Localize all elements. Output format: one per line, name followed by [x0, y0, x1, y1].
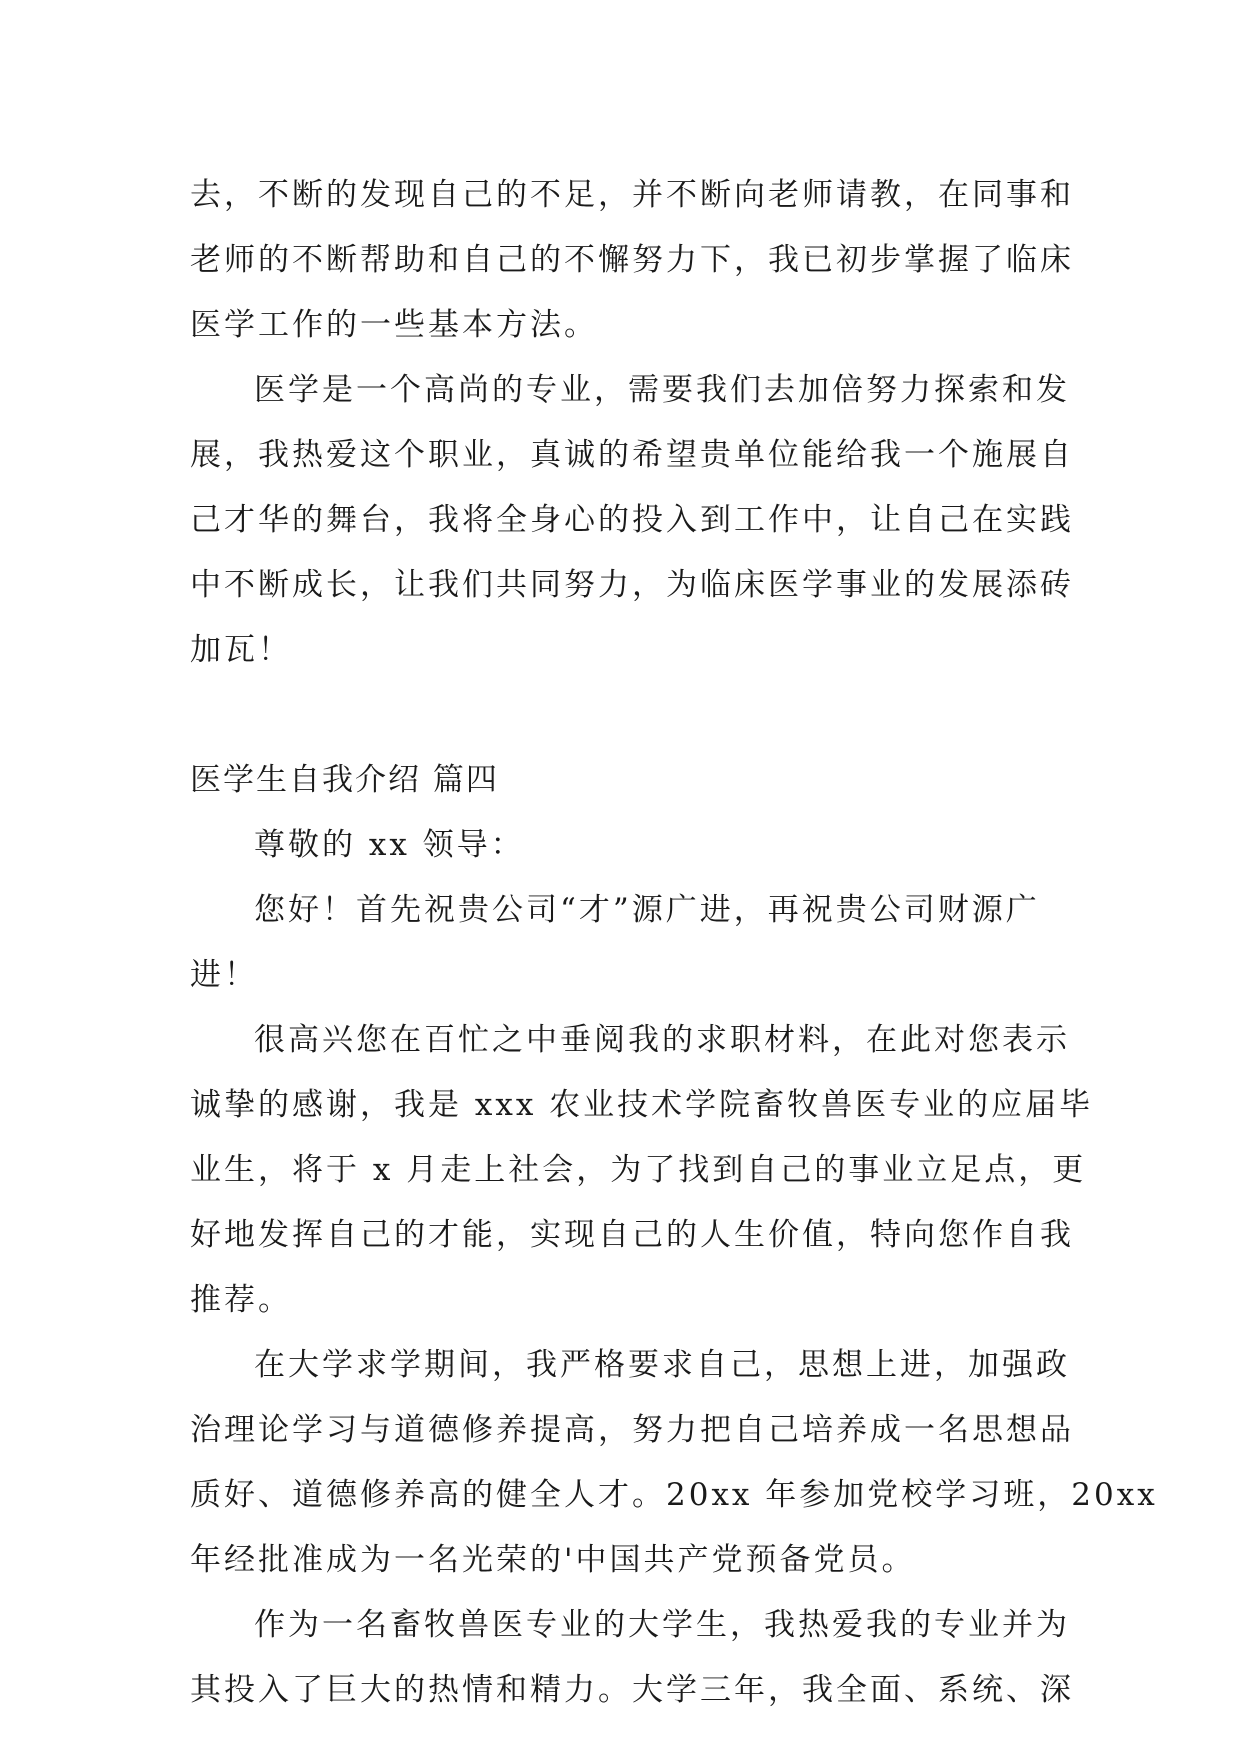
text-line: 老师的不断帮助和自己的不懈努力下，我已初步掌握了临床 [190, 242, 1074, 278]
text-line: 推荐。 [190, 1282, 292, 1318]
text-line: 中不断成长，让我们共同努力，为临床医学事业的发展添砖 [190, 567, 1074, 603]
text-line: 其投入了巨大的热情和精力。大学三年，我全面、系统、深 [190, 1672, 1074, 1708]
text-line: 您好！首先祝贵公司“才”源广进，再祝贵公司财源广 [254, 892, 1040, 928]
text-line: 医学是一个高尚的专业，需要我们去加倍努力探索和发 [254, 372, 1070, 408]
text-line: 好地发挥自己的才能，实现自己的人生价值，特向您作自我 [190, 1217, 1074, 1253]
blank-line [190, 683, 1052, 748]
text-line: 治理论学习与道德修养提高，努力把自己培养成一名思想品 [190, 1412, 1074, 1448]
text-line: 很高兴您在百忙之中垂阅我的求职材料，在此对您表示 [254, 1022, 1070, 1058]
text-line: 医学工作的一些基本方法。 [190, 307, 598, 343]
document-body [190, 163, 1158, 1723]
paragraph-dedication [190, 358, 1074, 683]
text-line: 己才华的舞台，我将全身心的投入到工作中，让自己在实践 [190, 502, 1074, 538]
section-heading: 医学生自我介绍 篇四 [190, 762, 499, 798]
paragraph-introduction [190, 1008, 1094, 1333]
paragraph-greeting [190, 878, 1052, 1008]
text-line: 加瓦！ [190, 632, 292, 668]
text-line: 进！ [190, 957, 258, 993]
salutation: 尊敬的 xx 领导： [254, 827, 525, 863]
text-line: 展，我热爱这个职业，真诚的希望贵单位能给我一个施展自 [190, 437, 1074, 473]
text-line: 去，不断的发现自己的不足，并不断向老师请教，在同事和 [190, 177, 1074, 213]
paragraph-continued [190, 163, 1074, 358]
paragraph-university [190, 1333, 1158, 1593]
text-line: 作为一名畜牧兽医专业的大学生，我热爱我的专业并为 [254, 1607, 1070, 1643]
paragraph-major [190, 1593, 1074, 1723]
text-line: 质好、道德修养高的健全人才。20xx 年参加党校学习班，20xx [190, 1477, 1158, 1513]
text-line: 诚挚的感谢，我是 xxx 农业技术学院畜牧兽医专业的应届毕 [190, 1087, 1094, 1123]
text-line: 年经批准成为一名光荣的'中国共产党预备党员。 [190, 1542, 916, 1578]
text-line: 业生，将于 x 月走上社会，为了找到自己的事业立足点，更 [190, 1152, 1087, 1188]
text-line: 在大学求学期间，我严格要求自己，思想上进，加强政 [254, 1347, 1070, 1383]
